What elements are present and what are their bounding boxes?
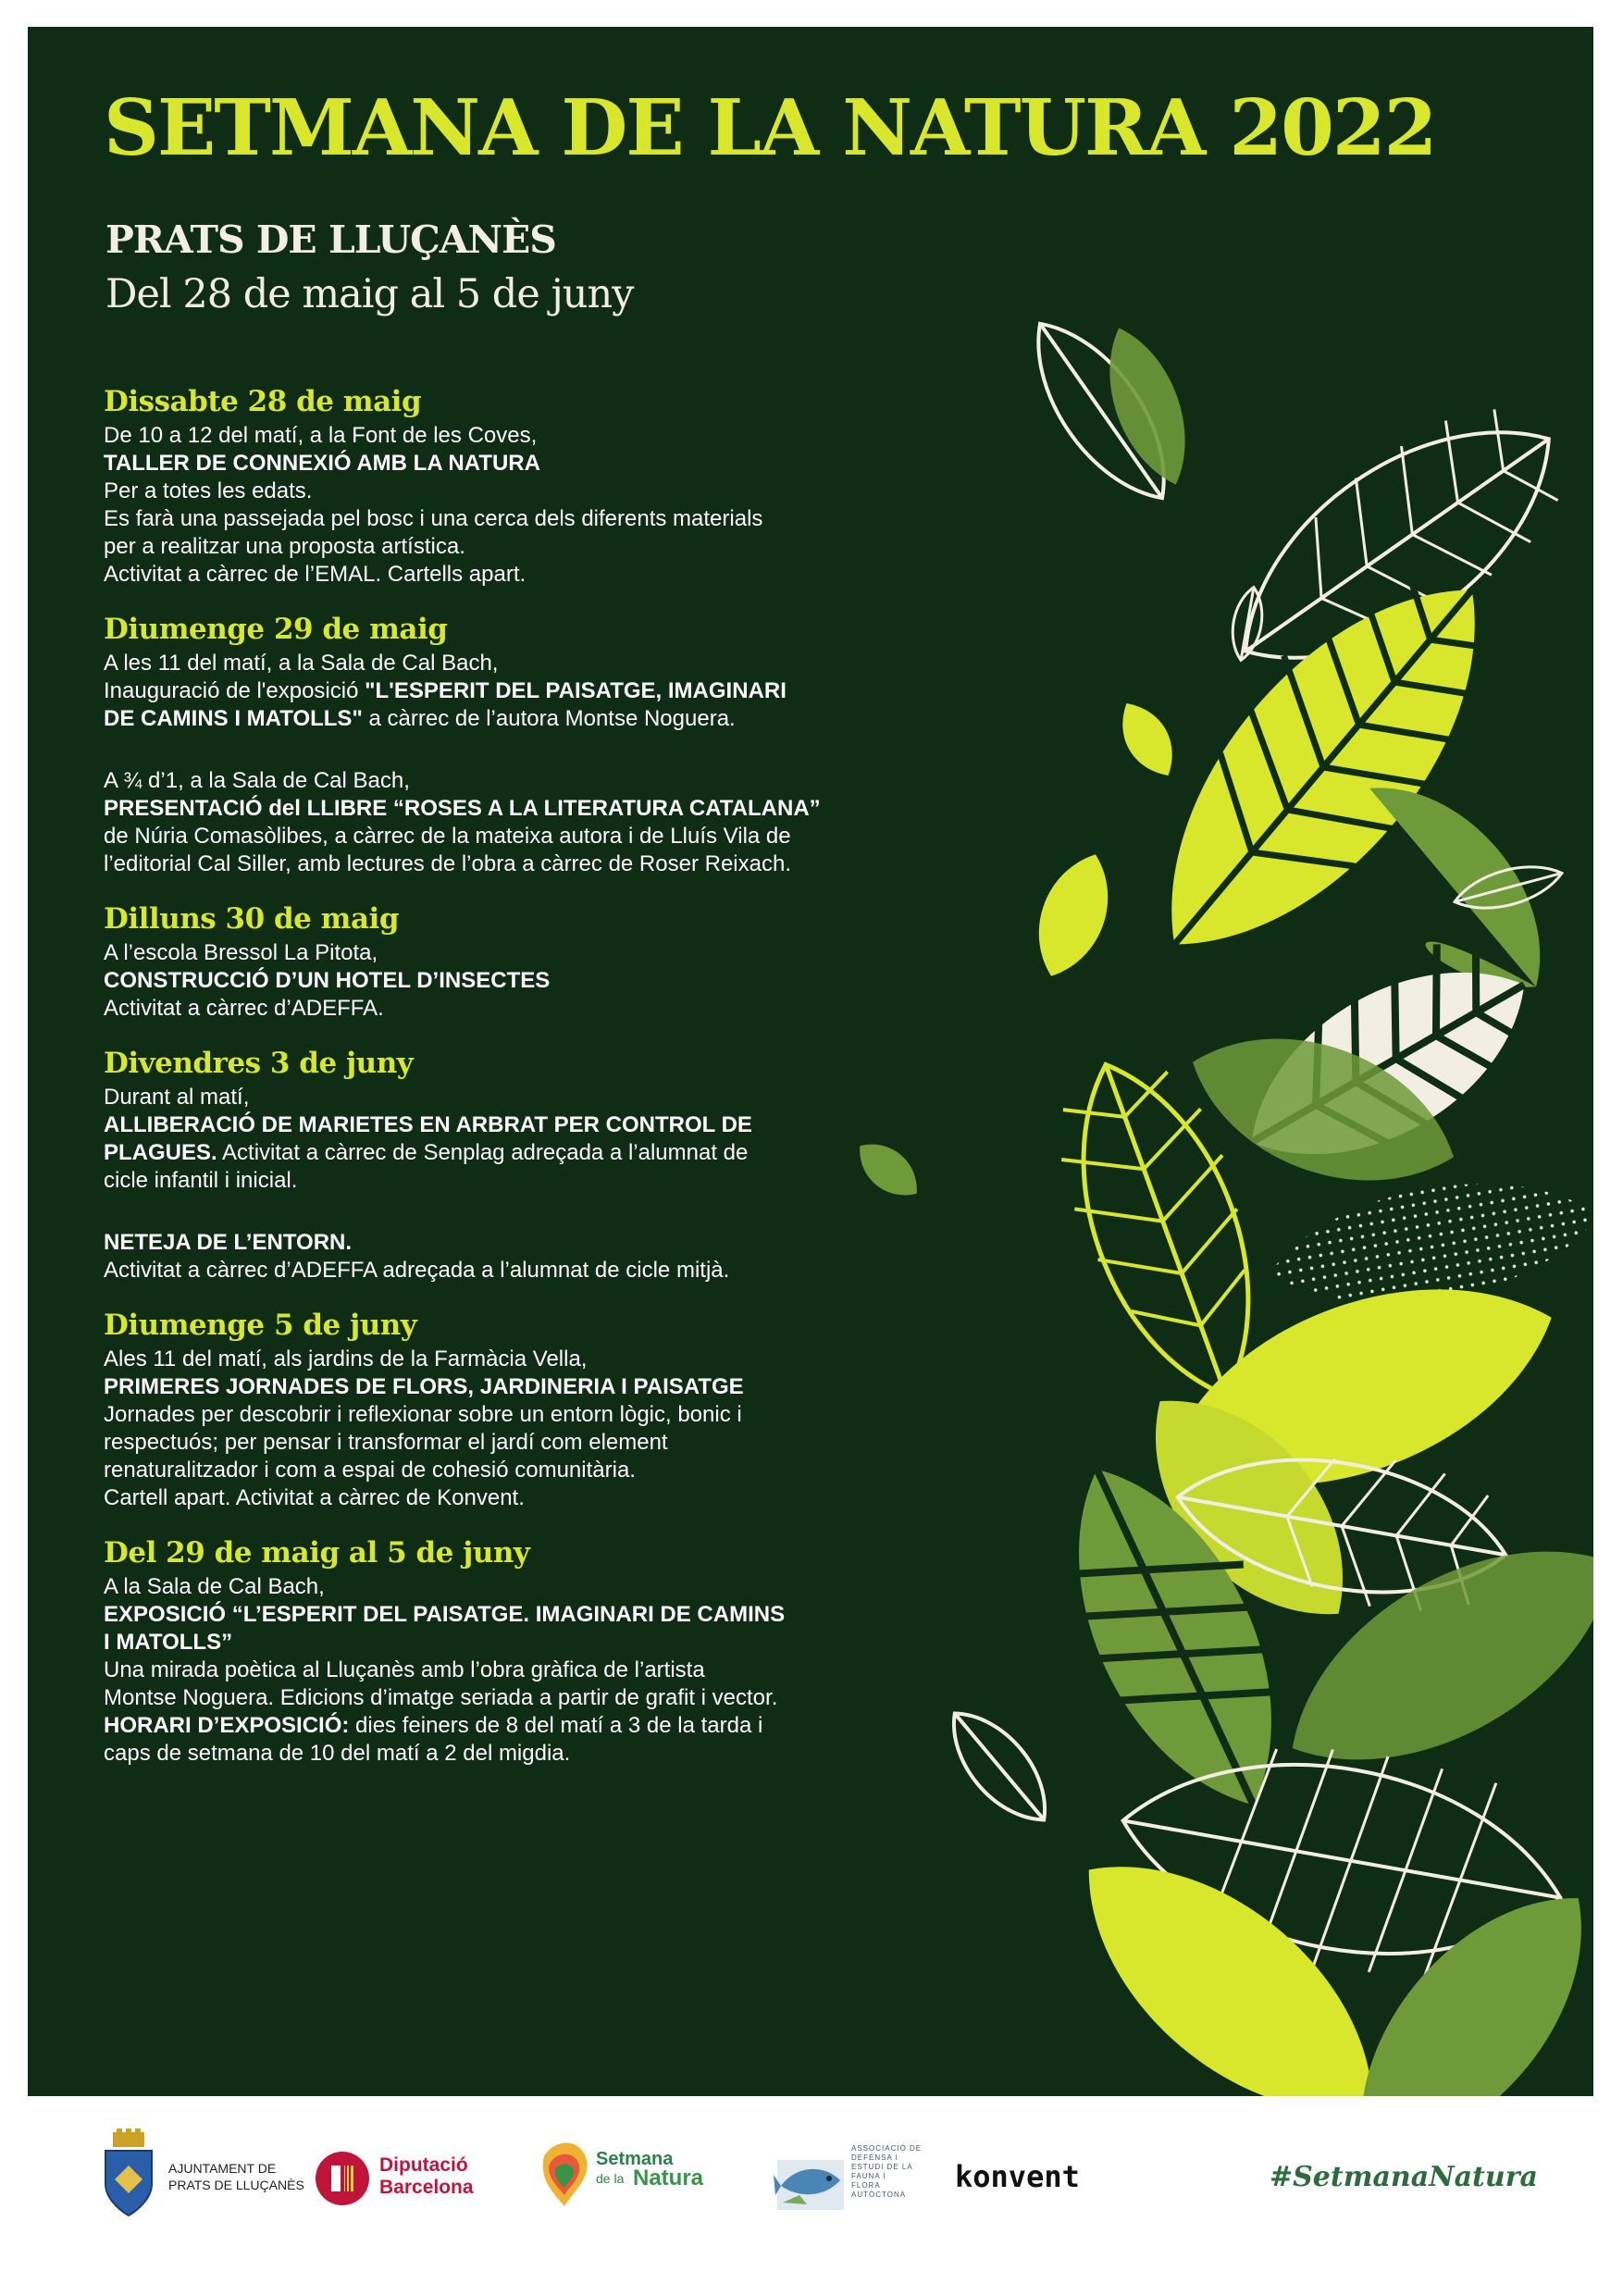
event-line — [104, 422, 1038, 450]
adeffa-label-line: ESTUDI DE LA — [851, 2163, 913, 2171]
event-text: Inauguració de l'exposició — [104, 678, 365, 703]
event-line — [104, 1684, 1038, 1712]
event-day-heading: Divendres 3 de juny — [104, 1047, 414, 1080]
event-text: Jornades per descobrir i reflexionar sobre un entorn lògic, bonic i — [104, 1402, 742, 1427]
event-line — [104, 1601, 1038, 1629]
event-dates: Del 28 de maig al 5 de juny — [105, 271, 634, 317]
adeffa-label-line: DEFENSA I — [851, 2153, 898, 2162]
event-text: renaturalitzador i com a espai de cohesió comunitària. — [104, 1458, 636, 1483]
event-paragraph — [104, 939, 1038, 1023]
event-text: Activitat a càrrec d’ADEFFA. — [104, 996, 384, 1021]
event-line — [104, 1111, 1038, 1139]
event-text: Montse Noguera. Edicions d’imatge seriada a partir de grafit i vector. — [104, 1685, 778, 1710]
leaf-icon — [1109, 693, 1186, 786]
event-line — [104, 1629, 1038, 1657]
event-day-heading: Dissabte 28 de maig — [104, 385, 422, 418]
ajuntament-label-2: PRATS DE LLUÇANÈS — [168, 2178, 304, 2192]
event-block — [104, 1043, 1038, 1285]
ajuntament-logo — [100, 2128, 304, 2221]
event-line — [104, 1657, 1038, 1684]
event-line — [104, 1084, 1038, 1111]
event-highlight-text: DE CAMINS I MATOLLS" — [104, 706, 363, 731]
event-line — [104, 1484, 1038, 1512]
event-line — [104, 1712, 1038, 1740]
event-highlight-text: CONSTRUCCIÓ D’UN HOTEL D’INSECTES — [104, 968, 551, 993]
event-highlight-text: NETEJA DE L’ENTORN. — [104, 1230, 353, 1255]
events-list — [104, 381, 1038, 1788]
event-text: Es farà una passejada pel bosc i una cerca dels diferents materials — [104, 506, 763, 531]
event-line — [104, 1573, 1038, 1601]
event-line — [104, 450, 1038, 478]
event-block — [104, 1305, 1038, 1512]
event-text: per a realitzar una proposta artística. — [104, 534, 465, 559]
event-line — [104, 823, 1038, 850]
adeffa-label-line: ASSOCIACIÓ DE — [851, 2144, 923, 2153]
event-block — [104, 1533, 1038, 1768]
event-block — [104, 381, 1038, 589]
event-paragraph — [104, 1346, 1038, 1512]
event-paragraph — [104, 1573, 1038, 1768]
poster — [28, 27, 1593, 2096]
event-highlight-text: EXPOSICIÓ “L’ESPERIT DEL PAISATGE. IMAGINARI DE CAMINS — [104, 1602, 786, 1627]
event-text: Durant al matí, — [104, 1085, 250, 1110]
event-line — [104, 650, 1038, 677]
event-text: respectuós; per pensar i transformar el jardí com element — [104, 1430, 668, 1455]
event-line — [104, 1346, 1038, 1373]
ajuntament-label-1: AJUNTAMENT DE — [168, 2161, 277, 2176]
event-line — [104, 967, 1038, 995]
event-highlight-text: HORARI D’EXPOSICIÓ: — [104, 1713, 350, 1738]
event-line — [104, 1257, 1038, 1285]
event-text: Activitat a càrrec de Senplag adreçada a l’alumnat de — [217, 1140, 749, 1165]
leaf-mark-icon — [537, 2138, 592, 2210]
setmana-label-3: Natura — [633, 2166, 704, 2191]
adeffa-label — [851, 2144, 922, 2200]
event-paragraph — [104, 767, 1038, 878]
event-paragraph — [104, 650, 1038, 733]
event-line — [104, 478, 1038, 505]
event-line — [104, 1740, 1038, 1768]
event-text: A l’escola Bressol La Pitota, — [104, 940, 378, 965]
event-line — [104, 1429, 1038, 1457]
event-line — [104, 705, 1038, 733]
event-highlight-text: I MATOLLS” — [104, 1630, 233, 1655]
diputacio-label-2: Barcelona — [379, 2177, 474, 2198]
event-day-heading: Diumenge 29 de maig — [104, 613, 448, 646]
event-day-heading: Diumenge 5 de juny — [104, 1309, 417, 1342]
event-line — [104, 1167, 1038, 1195]
event-text: A ¾ d’1, a la Sala de Cal Bach, — [104, 768, 410, 793]
event-line — [104, 795, 1038, 823]
event-block — [104, 609, 1038, 878]
event-highlight-text: PLAGUES. — [104, 1140, 217, 1165]
event-line — [104, 677, 1038, 705]
event-highlight-text: PRIMERES JORNADES DE FLORS, JARDINERIA I PAISATGE — [104, 1374, 744, 1399]
event-text: a càrrec de l’autora Montse Noguera. — [362, 706, 736, 731]
event-text: caps de setmana de 10 del matí a 2 del migdia. — [104, 1741, 571, 1766]
konvent-logo: konvent — [955, 2159, 1080, 2194]
event-line — [104, 1401, 1038, 1429]
event-line — [104, 561, 1038, 589]
poster-title: SETMANA DE LA NATURA 2022 — [104, 82, 1436, 173]
event-text: A la Sala de Cal Bach, — [104, 1574, 325, 1599]
hashtag: #SetmanaNatura — [1270, 2161, 1538, 2193]
event-text: Ales 11 del matí, als jardins de la Farmàcia Vella, — [104, 1347, 588, 1371]
adeffa-label-line: FLORA — [851, 2181, 881, 2190]
event-text: Per a totes les edats. — [104, 478, 313, 503]
event-line — [104, 1229, 1038, 1257]
event-text: Cartell apart. Activitat a càrrec de Konvent. — [104, 1485, 525, 1510]
event-line — [104, 850, 1038, 878]
event-line — [104, 505, 1038, 533]
fish-icon — [774, 2141, 848, 2215]
leaf-icon — [1090, 317, 1206, 495]
event-line — [104, 1139, 1038, 1167]
event-text: A les 11 del matí, a la Sala de Cal Bach, — [104, 651, 499, 676]
event-line — [104, 939, 1038, 967]
event-highlight-text: "L'ESPERIT DEL PAISATGE, IMAGINARI — [365, 678, 787, 703]
event-line — [104, 1457, 1038, 1484]
event-day-heading: Del 29 de maig al 5 de juny — [104, 1536, 530, 1570]
event-paragraph — [104, 422, 1038, 589]
event-block — [104, 899, 1038, 1023]
event-line — [104, 995, 1038, 1023]
diputacio-label-1: Diputació — [379, 2154, 468, 2176]
event-line — [104, 767, 1038, 795]
setmana-label-2: de la — [596, 2171, 625, 2186]
diputacio-seal-icon — [315, 2151, 370, 2206]
event-text: dies feiners de 8 del matí a 3 de la tarda i — [349, 1713, 763, 1738]
event-paragraph — [104, 1229, 1038, 1285]
event-paragraph — [104, 1084, 1038, 1195]
event-line — [104, 533, 1038, 561]
setmana-label-1: Setmana — [596, 2149, 674, 2169]
event-line — [104, 1373, 1038, 1401]
event-text: de Núria Comasòlibes, a càrrec de la mateixa autora i de Lluís Vila de — [104, 824, 791, 849]
event-text: Activitat a càrrec d’ADEFFA adreçada a l’alumnat de cicle mitjà. — [104, 1258, 730, 1283]
adeffa-label-line: AUTÒCTONA — [851, 2191, 907, 2199]
coat-of-arms-icon — [100, 2128, 157, 2221]
event-text: l’editorial Cal Siller, amb lectures de l’obra a càrrec de Roser Reixach. — [104, 851, 791, 876]
event-highlight-text: PRESENTACIÓ del LLIBRE “ROSES A LA LITERATURA CATALANA” — [104, 796, 821, 821]
event-day-heading: Dilluns 30 de maig — [104, 902, 399, 936]
diputacio-logo — [315, 2149, 500, 2208]
event-text: Una mirada poètica al Lluçanès amb l’obra gràfica de l’artista — [104, 1657, 705, 1682]
setmana-natura-logo — [537, 2138, 740, 2221]
event-highlight-text: TALLER DE CONNEXIÓ AMB LA NATURA — [104, 451, 540, 476]
event-highlight-text: ALLIBERACIÓ DE MARIETES EN ARBRAT PER CONTROL DE — [104, 1112, 752, 1137]
town-name: PRATS DE LLUÇANÈS — [105, 217, 556, 262]
event-text: De 10 a 12 del matí, a la Font de les Coves, — [104, 423, 538, 448]
adeffa-logo — [774, 2141, 923, 2215]
event-text: Activitat a càrrec de l’EMAL. Cartells apart. — [104, 562, 527, 587]
event-text: cicle infantil i inicial. — [104, 1168, 298, 1193]
adeffa-label-line: FAUNA I — [851, 2172, 886, 2180]
